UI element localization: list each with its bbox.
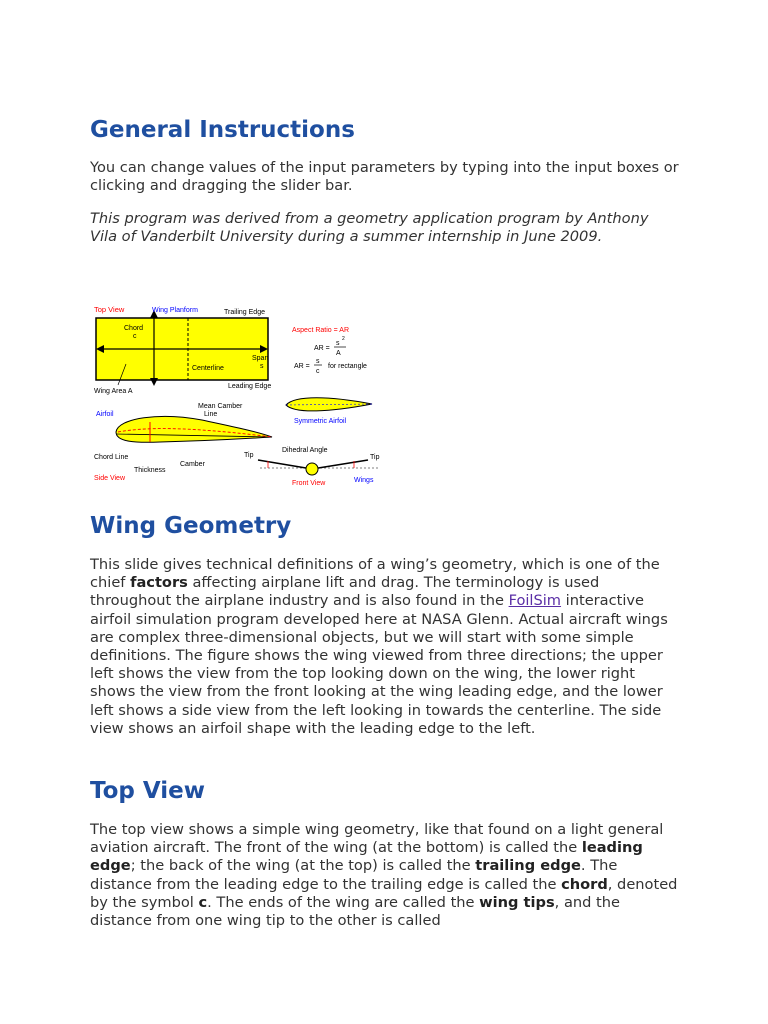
label-camber: Camber bbox=[180, 461, 205, 468]
label-tip-left: Tip bbox=[244, 452, 254, 459]
foilsim-link[interactable]: FoilSim bbox=[508, 592, 562, 610]
wing-geometry-figure bbox=[90, 300, 390, 490]
label-trailing-edge: Trailing Edge bbox=[224, 309, 265, 316]
top-text-5: . The ends of the wing are called the bbox=[207, 893, 480, 911]
label-aspect-ratio: Aspect Ratio = AR bbox=[292, 327, 350, 334]
top-bold-wing-tips: wing tips bbox=[479, 893, 555, 911]
top-bold-leading-edge: leading edge bbox=[90, 839, 643, 875]
top-view-heading: Top View bbox=[90, 778, 206, 804]
ar-s-squared: s bbox=[336, 340, 340, 347]
chord-arrow-head-bottom bbox=[150, 378, 158, 386]
label-leading-edge: Leading Edge bbox=[228, 383, 272, 390]
top-text-3: . The distance from the leading edge to the trailing edge is called the bbox=[90, 857, 618, 893]
wing-bold-factors: factors bbox=[130, 574, 188, 592]
ar-equation-1: AR = bbox=[314, 345, 330, 352]
intro-paragraph: You can change values of the input parameters by typing into the input boxes or clicking and dragging the slider bar. bbox=[90, 159, 679, 195]
front-fuselage bbox=[306, 463, 318, 475]
top-text-4: , denoted by the symbol bbox=[90, 875, 678, 911]
label-front-view: Front View bbox=[292, 480, 326, 487]
label-top-view: Top View bbox=[94, 305, 125, 314]
wing-text-1: This slide gives technical definitions of a wing’s geometry, which is one of the chief bbox=[90, 556, 660, 592]
wing-text-2: affecting airplane lift and drag. The terminology is used throughout the airplane industry and is also found in the bbox=[90, 574, 600, 610]
top-bold-chord: chord bbox=[561, 875, 608, 893]
label-centerline: Centerline bbox=[192, 365, 224, 372]
label-wing-planform: Wing Planform bbox=[152, 307, 198, 314]
wing-text-3: interactive airfoil simulation program developed here at NASA Glenn. Actual aircraft wings are complex three-dimensional objects, but we will start with some simple definitions. The figure shows the wing viewed from three directions; the upper left shows the view from the top looking down on the wing, the lower right shows the view from the front looking at the wing leading edge, and the lower left shows a side view from the left looking in towards the centerline. The side view shows an airfoil shape with the leading edge to the left. bbox=[90, 592, 668, 737]
label-chord-line: Chord Line bbox=[94, 454, 129, 461]
wing-geometry-heading: Wing Geometry bbox=[90, 513, 292, 539]
ar-exponent: 2 bbox=[342, 336, 345, 342]
front-left-wing bbox=[258, 460, 312, 469]
ar-s-symbol: s bbox=[316, 358, 320, 365]
ar-c-symbol: c bbox=[316, 368, 320, 375]
wing-geometry-paragraph bbox=[90, 556, 680, 738]
label-tip-right: Tip bbox=[370, 454, 380, 461]
top-text-6: , and the distance from one wing tip to the other is called bbox=[90, 893, 620, 930]
label-span: Span bbox=[252, 355, 269, 362]
label-chord: Chord bbox=[124, 325, 144, 332]
label-mean-camber: Mean Camber bbox=[198, 403, 243, 410]
label-chord-symbol: c bbox=[133, 333, 137, 340]
top-bold-trailing-edge: trailing edge bbox=[475, 857, 581, 875]
ar-equation-2: AR = bbox=[294, 363, 310, 370]
top-view-paragraph bbox=[90, 821, 680, 930]
label-for-rectangle: for rectangle bbox=[328, 363, 367, 370]
label-airfoil: Airfoil bbox=[96, 411, 114, 418]
ar-area-symbol: A bbox=[336, 350, 341, 357]
label-thickness: Thickness bbox=[134, 467, 166, 474]
credit-paragraph: This program was derived from a geometry application program by Anthony Vila of Vanderbilt University during a summer internship in June 2009. bbox=[90, 210, 649, 246]
general-instructions-heading: General Instructions bbox=[90, 117, 355, 143]
label-wing-area: Wing Area A bbox=[94, 388, 133, 395]
label-side-view: Side View bbox=[94, 475, 126, 482]
label-symmetric-airfoil: Symmetric Airfoil bbox=[294, 418, 347, 425]
top-text-2: ; the back of the wing (at the top) is called the bbox=[130, 857, 476, 875]
label-dihedral-angle: Dihedral Angle bbox=[282, 447, 328, 454]
label-span-symbol: s bbox=[260, 363, 264, 370]
front-right-wing bbox=[312, 460, 368, 469]
top-text-1: The top view shows a simple wing geometry, like that found on a light general aviation aircraft. The front of the wing (at the bottom) is called the bbox=[90, 821, 664, 857]
top-bold-c: c bbox=[198, 893, 208, 911]
label-mean-camber-line: Line bbox=[204, 411, 218, 418]
label-wings: Wings bbox=[354, 477, 374, 484]
